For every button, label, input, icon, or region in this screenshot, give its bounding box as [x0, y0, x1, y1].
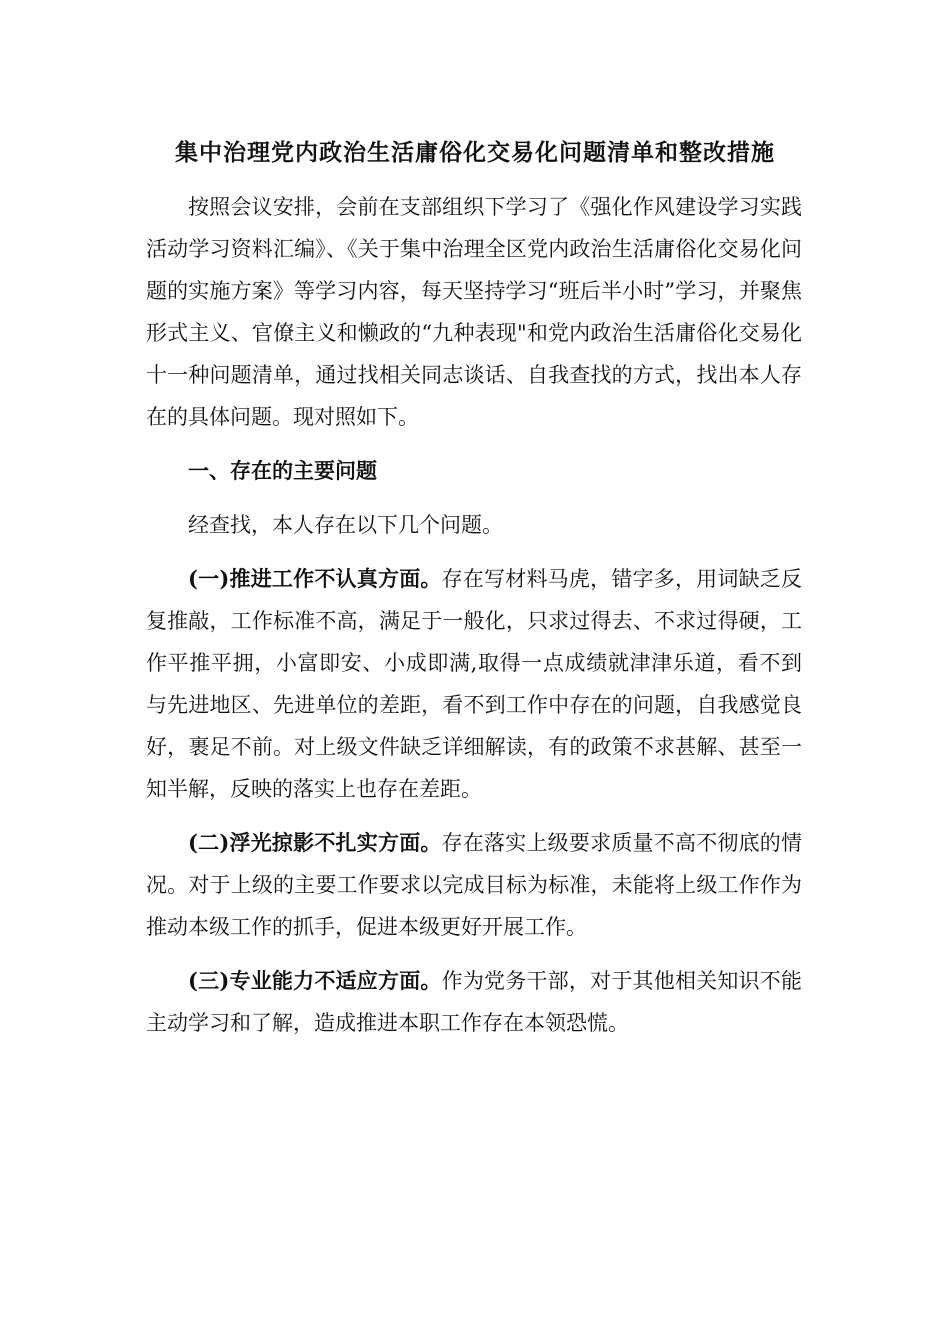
problem-item-2-text: 存在落实上级要求质量不高不彻底的情况。对于上级的主要工作要求以完成目标为标准，未能将上级工作作为推动本级工作的抓手，促进本级更好开展工作。 [146, 831, 803, 939]
problem-item-1-text: 存在写材料马虎，错字多，用词缺乏反复推敲，工作标准不高，满足于一般化，只求过得去、不求过得硬，工作平推平拥，小富即安、小成即满,取得一点成绩就津津乐道，看不到与先进地区、先进单位的差距，看不到工作中存在的问题，自我感觉良好，裹足不前。对上级文件缺乏详细解读，有的政策不求甚解、甚至一知半解，反映的落实上也存在差距。 [146, 567, 803, 801]
section-lead-paragraph: 经查找，本人存在以下几个问题。 [188, 513, 503, 537]
document-title: 集中治理党内政治生活庸俗化交易化问题清单和整改措施 [175, 139, 775, 166]
intro-paragraph: 按照会议安排，会前在支部组织下学习了《强化作风建设学习实践活动学习资料汇编》、《关于集中治理全区党内政治生活庸俗化交易化问题的实施方案》等学习内容，每天坚持学习“班后半小时”学习，并聚焦形式主义、官僚主义和懒政的“九种表现"和党内政治生活庸俗化交易化十一种问题清单，通过找相关同志谈话、自我查找的方式，找出本人存在的具体问题。现对照如下。 [146, 195, 802, 429]
problem-item-1-label: (一)推进工作不认真方面。 [188, 566, 442, 591]
problem-item-2 [146, 822, 802, 948]
problem-item-3-text: 作为党务干部，对于其他相关知识不能主动学习和了解，造成推进本职工作存在本领恐慌。 [146, 969, 803, 1035]
document-body [146, 186, 802, 1056]
problem-item-3-label: (三)专业能力不适应方面。 [188, 968, 442, 993]
problem-item-2-label: (二)浮光掠影不扎实方面。 [188, 830, 442, 855]
problem-item-3 [146, 960, 802, 1044]
problem-item-1 [146, 558, 802, 810]
section-heading: 一、存在的主要问题 [188, 458, 377, 483]
